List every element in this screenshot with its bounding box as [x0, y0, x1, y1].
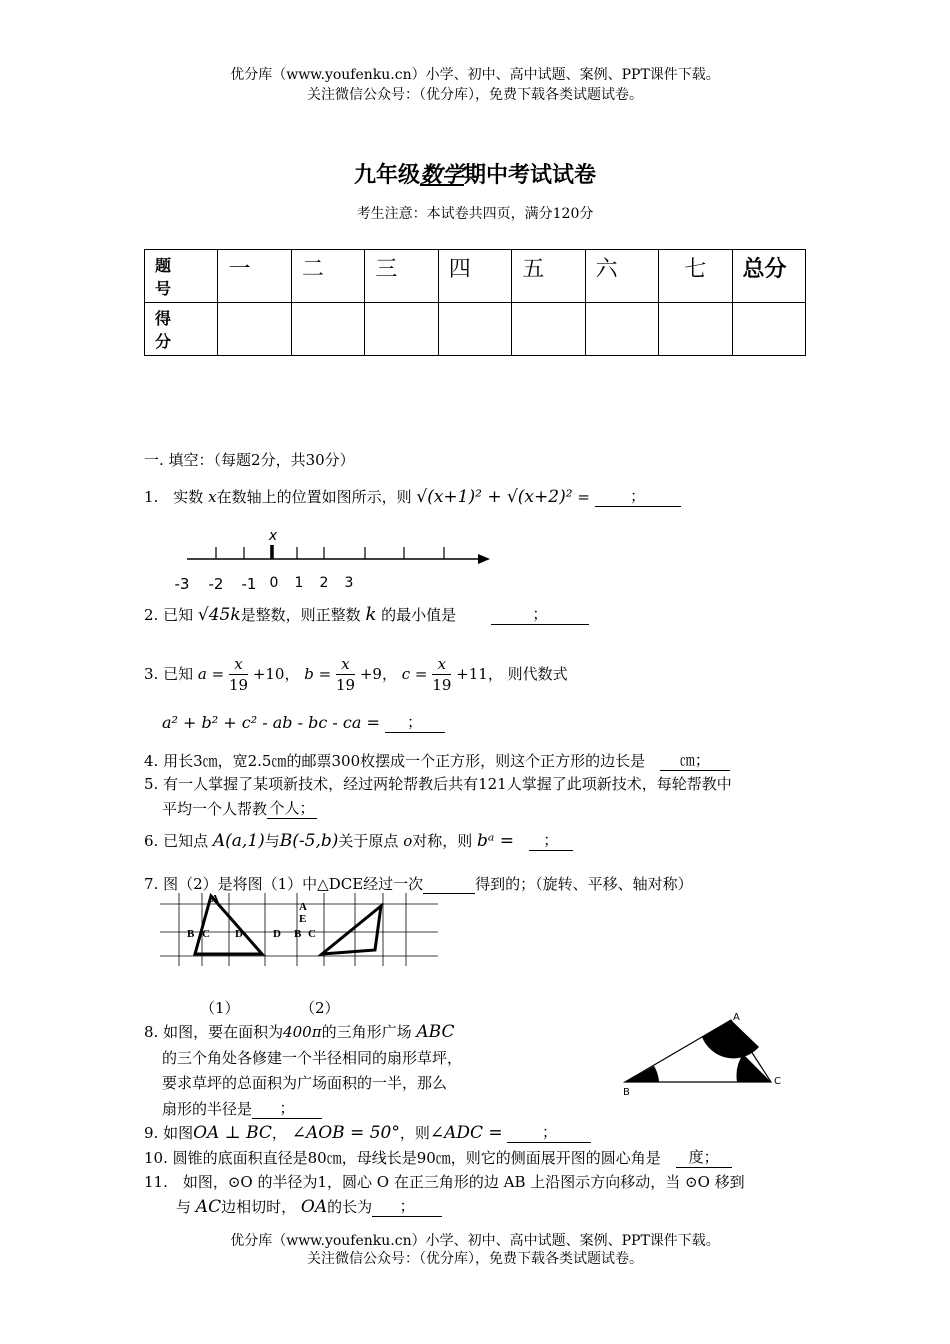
question-4	[144, 750, 730, 771]
header-line-2: 关注微信公众号：（优分库），免费下载各类试题试卷。	[307, 87, 643, 103]
q2-var: k	[365, 604, 377, 625]
score-cell-3[interactable]	[365, 303, 438, 356]
q7-post: 得到的；（旋转、平移、轴对称）	[475, 875, 693, 893]
question-5-line-1: 5. 有一人掌握了某项新技术，经过两轮帮教后共有121人掌握了此项新技术，每轮帮教中	[144, 775, 732, 793]
q11-line2-post: 的长为	[327, 1198, 373, 1216]
q4-text: 4. 用长3㎝，宽2.5㎝的邮票300枚摆成一个正方形，则这个正方形的边长是	[144, 752, 646, 770]
q9-answer-blank[interactable]	[507, 1122, 591, 1143]
q3-c	[402, 664, 428, 684]
title-pre: 九年级	[353, 162, 420, 188]
col-7: 七	[659, 250, 732, 303]
q8-label-b: B	[623, 1087, 630, 1098]
footer-line-1: 优分库（www.youfenku.cn）小学、初中、高中试题、案例、PPT课件下载。	[230, 1233, 720, 1249]
q7-caption-2: （2）	[300, 999, 340, 1017]
question-6	[144, 830, 573, 851]
q7-prefix: 7. 图（2）是将图（1）中△DCE经过一次	[144, 875, 424, 893]
score-cell-7[interactable]	[659, 303, 732, 356]
tick-label-neg2: -2	[208, 575, 224, 593]
q7-label-b2: B	[294, 928, 302, 940]
number-line-ticks	[216, 547, 444, 559]
q9-cond1: OA ⊥ BC	[193, 1123, 272, 1143]
q7-label-d1: D	[235, 928, 243, 940]
col-total: 总分	[732, 250, 806, 303]
q2-text: 是整数，则正整数	[240, 606, 361, 624]
q10-text: 10. 圆锥的底面积直径是80㎝，母线长是90㎝，则它的侧面展开图的圆心角是	[144, 1149, 661, 1167]
score-table-header-row	[145, 250, 806, 303]
q1-equals: =	[577, 488, 590, 506]
q3-b	[304, 664, 331, 684]
q1-text: 在数轴上的位置如图所示，则	[216, 488, 412, 506]
q7-label-c1: C	[202, 928, 210, 940]
footer-line-2: 关注微信公众号：（优分库），免费下载各类试题试卷。	[307, 1251, 643, 1267]
q8-answer-blank[interactable]	[252, 1098, 322, 1119]
question-8-line-4	[162, 1098, 322, 1119]
q9-cond2: ∠AOB = 50°	[291, 1123, 400, 1143]
tick-label-neg1: -1	[241, 575, 257, 593]
question-3-expression	[162, 712, 445, 733]
q4-unit: ㎝；	[679, 751, 710, 769]
q5-answer-blank[interactable]	[267, 798, 317, 819]
q11-answer-blank[interactable]	[372, 1196, 442, 1217]
tick-label-neg3: -3	[174, 575, 190, 593]
q7-label-a1: A	[211, 893, 219, 905]
q11-line2-pre: 与	[176, 1198, 192, 1216]
q3-a-num: x	[234, 655, 243, 673]
q1-var: x	[208, 488, 217, 506]
q7-triangle-2	[322, 906, 381, 954]
q3-b-den: 19	[335, 676, 356, 694]
q8-triangle-name: ABC	[416, 1022, 455, 1042]
q8-label-a: A	[733, 1012, 740, 1023]
q10-answer-blank[interactable]	[676, 1147, 732, 1168]
question-8-line-1	[144, 1022, 454, 1042]
score-cell-4[interactable]	[438, 303, 511, 356]
q1-expression: √(x+1)² + √(x+2)²	[416, 487, 573, 507]
score-cell-5[interactable]	[512, 303, 585, 356]
question-11-line-2	[176, 1196, 442, 1217]
title-post: 期中考试试卷	[464, 162, 597, 188]
col-1: 一	[218, 250, 291, 303]
q3-a-lhs: a =	[197, 665, 225, 683]
number-line-arrow	[478, 554, 490, 564]
q8-line1-post: 的三角形广场	[321, 1023, 412, 1041]
q6-point-b: B(-5,b)	[279, 831, 339, 851]
q3-b-num: x	[341, 655, 350, 673]
q3-a-fraction	[229, 654, 248, 695]
question-11-line-1: 11. 如图，⊙O 的半径为1，圆心 O 在正三角形的边 AB 上沿图示方向移动，当 ⊙O 移到	[144, 1173, 745, 1191]
tick-label-2: 2	[319, 575, 329, 591]
q3-b-rhs: +9，	[359, 665, 397, 683]
q9-ask: ∠ADC =	[429, 1123, 503, 1143]
score-cell-total[interactable]	[732, 303, 806, 356]
score-cell-6[interactable]	[585, 303, 658, 356]
q7-label-b1: B	[187, 928, 195, 940]
q1-prefix: 1. 实数	[144, 488, 204, 506]
q3-expression: a² + b² + c² - ab - bc - ca =	[162, 713, 380, 732]
q8-line1-pre: 8. 如图，要在面积为	[144, 1023, 284, 1041]
x-marker-label: x	[268, 528, 278, 544]
q6-origin: o	[403, 832, 413, 850]
q6-with: 与	[264, 832, 280, 850]
header-line-1: 优分库（www.youfenku.cn）小学、初中、高中试题、案例、PPT课件下载。	[230, 67, 720, 83]
score-table	[144, 249, 806, 356]
section-1-heading: 一. 填空：（每题2分，共30分）	[144, 451, 355, 469]
q6-text: 关于原点	[338, 832, 399, 850]
question-8-line-2: 的三个角处各修建一个半径相同的扇形草坪，	[162, 1049, 463, 1067]
q8-triangle-figure	[615, 1010, 795, 1100]
tick-label-1: 1	[294, 575, 304, 591]
tick-label-0: 0	[269, 575, 279, 591]
score-cell-2[interactable]	[291, 303, 364, 356]
q11-end: ；	[399, 1197, 415, 1215]
col-3: 三	[365, 250, 438, 303]
q8-label-c: C	[774, 1076, 781, 1087]
q3-c-den: 19	[432, 676, 452, 694]
q9-prefix: 9. 如图	[144, 1124, 194, 1142]
row-label-score: 得 分	[145, 303, 218, 356]
q5-line2-pre: 平均一个人帮教	[162, 800, 268, 818]
score-cell-1[interactable]	[218, 303, 291, 356]
q3-a	[198, 664, 224, 684]
q6-prefix: 6. 已知点	[144, 832, 209, 850]
q11-line2-mid: 边相切时，	[221, 1198, 297, 1216]
q7-grid-figure	[160, 888, 440, 968]
exam-notice: 考生注意：本试卷共四页，满分120分	[356, 206, 594, 222]
question-5-line-2	[162, 798, 317, 819]
q4-answer-blank[interactable]	[660, 750, 730, 771]
q7-label-e2: E	[299, 913, 307, 925]
question-1	[144, 486, 681, 507]
q7-triangle-1	[195, 896, 262, 954]
q9-text: ，则	[399, 1124, 430, 1142]
question-3	[144, 654, 568, 696]
q3-a-rhs: +10，	[252, 665, 300, 683]
tick-label-3: 3	[344, 575, 354, 591]
q1-end: ；	[630, 487, 646, 505]
q6-text2: 对称，则	[412, 832, 473, 850]
q7-label-d2: D	[273, 928, 281, 940]
col-2: 二	[291, 250, 364, 303]
title-subject: 数学	[419, 162, 464, 188]
q2-answer-blank[interactable]	[491, 604, 589, 625]
q2-radical: √45k	[197, 605, 241, 625]
number-line-figure	[160, 525, 500, 595]
page-title	[0, 158, 950, 189]
q2-end: ；	[532, 605, 548, 623]
col-4: 四	[438, 250, 511, 303]
q1-answer-blank[interactable]	[595, 486, 681, 507]
q6-answer-blank[interactable]	[529, 830, 573, 851]
q6-end: ；	[543, 831, 559, 849]
q3-c-lhs: c =	[401, 665, 428, 683]
q8-line4: 扇形的半径是	[162, 1100, 253, 1118]
row-label-question-number: 题 号	[145, 250, 218, 303]
q3-c-rhs: +11，	[456, 665, 503, 683]
q5-line2-post: 个人；	[269, 799, 315, 817]
question-10	[144, 1147, 732, 1168]
q3-c-fraction	[432, 654, 451, 695]
q10-unit: 度；	[688, 1148, 719, 1166]
q3-c-num: x	[437, 655, 447, 673]
q9-end: ；	[541, 1123, 557, 1141]
q2-text2: 的最小值是	[381, 606, 457, 624]
q7-label-c2: C	[308, 928, 316, 940]
q6-point-a: A(a,1)	[212, 831, 265, 851]
q3-prefix: 3. 已知	[144, 665, 194, 683]
q3-a-den: 19	[228, 676, 249, 694]
q11-side: AC	[195, 1197, 222, 1217]
q3-b-fraction	[336, 654, 355, 695]
q7-caption-1: （1）	[200, 999, 240, 1017]
q8-sector-b	[625, 1066, 659, 1082]
q3-b-lhs: b =	[304, 665, 332, 683]
col-5: 五	[512, 250, 585, 303]
q2-prefix: 2. 已知	[144, 606, 194, 624]
score-table-score-row	[145, 303, 806, 356]
col-6: 六	[585, 250, 658, 303]
question-8-line-3: 要求草坪的总面积为广场面积的一半，那么	[162, 1074, 448, 1092]
question-2	[144, 604, 589, 625]
question-9: 9. 如图OA ⊥ BC， ∠AOB = 50°，则∠ADC = ；	[144, 1122, 591, 1143]
q3-end: ；	[407, 713, 423, 731]
q6-expression: bᵃ =	[477, 831, 514, 851]
q11-seg: OA	[300, 1197, 328, 1217]
q8-end: ；	[279, 1099, 295, 1117]
q8-area: 400π	[283, 1023, 322, 1041]
q3-text: 则代数式	[507, 665, 568, 683]
q7-label-a2: A	[299, 901, 307, 913]
q3-answer-blank[interactable]	[385, 712, 445, 733]
